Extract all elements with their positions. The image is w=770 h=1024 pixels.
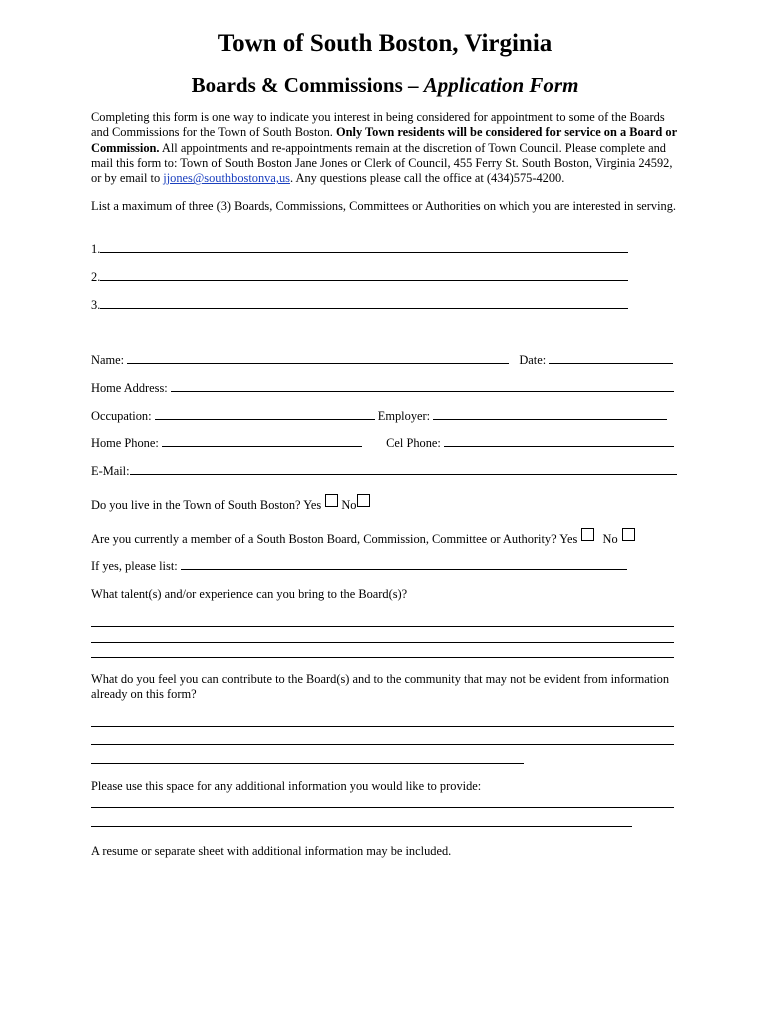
name-label: Name:: [91, 353, 125, 367]
if-yes-label: If yes, please list:: [91, 559, 178, 573]
if-yes-row: [91, 558, 627, 574]
board-choice-1-field[interactable]: [100, 241, 628, 253]
occupation-field[interactable]: [155, 408, 375, 420]
email-row: [91, 463, 677, 479]
home-address-field[interactable]: [171, 380, 674, 392]
live-in-town-question: Do you live in the Town of South Boston?: [91, 498, 301, 512]
talents-answer-line-3[interactable]: [91, 657, 674, 658]
home-address-label: Home Address:: [91, 381, 168, 395]
employer-field[interactable]: [433, 408, 667, 420]
board-choice-1[interactable]: 1.: [91, 241, 628, 257]
if-yes-field[interactable]: [181, 558, 627, 570]
email-field[interactable]: [130, 463, 677, 475]
intro-text-2: All appointments and re-appointments remain at the discretion of Town Council. Please complete and mail this form to: Town of South Boston Jane Jones or Clerk of Council, 455 Ferry St. South Boston, Virginia 24592, or by email to: [91, 140, 673, 186]
phone-row: [91, 435, 674, 451]
live-no-label: No: [341, 498, 357, 512]
member-yes-checkbox[interactable]: [581, 528, 594, 541]
board-choice-3-field[interactable]: [100, 297, 628, 309]
talents-answer-line-2[interactable]: [91, 642, 674, 643]
contribute-answer-line-1[interactable]: [91, 726, 674, 727]
contribute-answer-line-2[interactable]: [91, 744, 674, 745]
name-field[interactable]: [127, 352, 509, 364]
additional-info-question: Please use this space for any additional information you would like to provide:: [91, 779, 482, 793]
employer-label: Employer:: [377, 409, 431, 423]
home-phone-field[interactable]: [162, 435, 362, 447]
boards-instruction: List a maximum of three (3) Boards, Commissions, Committees or Authorities on which you are interested in serving.: [91, 199, 677, 213]
cel-phone-field[interactable]: [444, 435, 674, 447]
intro-text-1: Completing this form is one way to indicate you interest in being considered for appointment to some of the Boards and Commissions for the Town of South Boston.: [91, 110, 665, 140]
date-label: Date:: [519, 353, 547, 367]
member-question: Are you currently a member of a South Boston Board, Commission, Committee or Authority?: [91, 532, 557, 546]
contribute-question: What do you feel you can contribute to the Board(s) and to the community that may not be evident from information already on this form?: [91, 672, 670, 702]
member-no-label: No: [602, 532, 618, 546]
subtitle-italic: Application Form: [423, 73, 579, 97]
live-in-town-row: [91, 494, 370, 513]
form-subtitle: [0, 73, 770, 98]
intro-text-3: . Any questions please call the office at (434)575-4200.: [289, 171, 565, 186]
home-address-row: [91, 380, 674, 396]
member-row: [91, 528, 635, 547]
occupation-label: Occupation:: [91, 409, 152, 423]
additional-answer-line-1[interactable]: [91, 807, 674, 808]
name-row: [91, 352, 673, 368]
live-yes-checkbox[interactable]: [325, 494, 338, 507]
additional-answer-line-2[interactable]: [91, 826, 632, 827]
occupation-row: [91, 408, 667, 424]
intro-paragraph: [91, 110, 681, 186]
intro-residency-note: Only Town residents will be considered for service on a Board or Commission.: [91, 125, 677, 155]
talents-question: What talent(s) and/or experience can you bring to the Board(s)?: [91, 587, 408, 601]
board-choice-2[interactable]: 2.: [91, 269, 628, 285]
email-label: E-Mail:: [91, 464, 130, 478]
live-no-checkbox[interactable]: [357, 494, 370, 507]
board-choice-3[interactable]: 3.: [91, 297, 628, 313]
resume-note: A resume or separate sheet with additional information may be included.: [91, 844, 452, 858]
board-choice-2-field[interactable]: [100, 269, 628, 281]
page-title: Town of South Boston, Virginia: [217, 30, 553, 57]
member-yes-label: Yes: [559, 532, 578, 546]
live-yes-label: Yes: [303, 498, 322, 512]
subtitle-main: Boards & Commissions –: [191, 73, 424, 97]
member-no-checkbox[interactable]: [622, 528, 635, 541]
cel-phone-label: Cel Phone:: [386, 436, 441, 450]
home-phone-label: Home Phone:: [91, 436, 159, 450]
date-field[interactable]: [549, 352, 673, 364]
email-link[interactable]: jjones@southbostonva,us: [163, 171, 290, 186]
contribute-answer-line-3[interactable]: [91, 763, 524, 764]
talents-answer-line-1[interactable]: [91, 626, 674, 627]
